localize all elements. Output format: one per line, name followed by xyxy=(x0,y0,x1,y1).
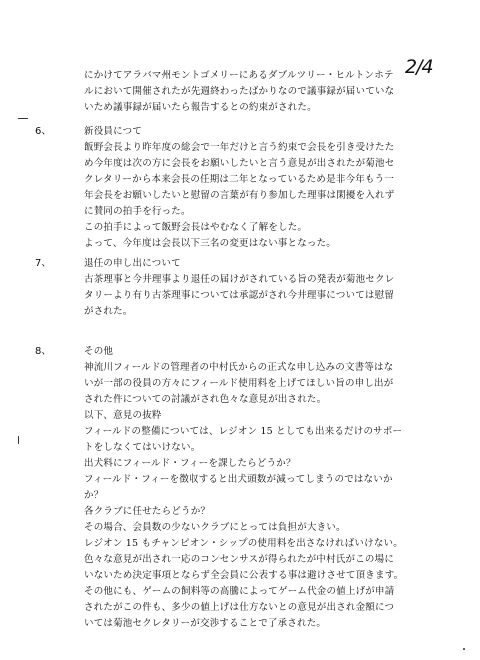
section-number: 7、 xyxy=(35,258,52,269)
section-line: された件についての討議がされ色々な意見が出された。 xyxy=(84,394,327,405)
section-line: よって、今年度は会長以下三名の変更はない事となった。 xyxy=(84,238,337,249)
section-line: め今年度は次の方に会長をお願いしたいと言う意見が出されたが菊池セ xyxy=(84,158,395,169)
section-line: 神流川フィールドの管理者の中村氏からの正式な申し込みの文書等はな xyxy=(84,362,394,373)
section-line: 古茶理事と今井理事より退任の届けがされている旨の発表が菊池セクレ xyxy=(84,274,395,285)
scan-mark xyxy=(18,436,19,444)
section-line: 各クラブに任せたらどうか？ xyxy=(84,506,211,517)
section-line: いないため決定事項とならず全会員に公表する事は避けさせて頂きます。 xyxy=(84,570,404,581)
section-line: レジオン 15 もチャンピオン・シップの使用料を出さなければいけない。 xyxy=(84,538,403,549)
section-title: その他 xyxy=(84,346,114,357)
intro-line: いため議事録が届いたら報告するとの約束がされた。 xyxy=(84,102,317,113)
section-number: 6、 xyxy=(35,126,52,137)
scan-mark xyxy=(18,118,28,119)
section-line: フィールド・フィーを徴収すると出犬頭数が減ってしまうのではないか xyxy=(84,474,393,485)
section-title: 退任の申し出について xyxy=(84,258,181,269)
section-line: タリーより有り古茶理事については承認がされ今井理事については慰留 xyxy=(84,290,395,301)
section-line: 以下、意見の抜粋 xyxy=(84,410,162,421)
section-title: 新役員につて xyxy=(84,126,143,137)
section-line: 飯野会長より昨年度の総会で一年だけと言う約束で会長を引き受けたた xyxy=(84,142,395,153)
section-line: この拍手によって飯野会長はやむなく了解をした。 xyxy=(84,222,308,233)
section-line: その場合、会員数の少ないクラブにとっては負担が大きい。 xyxy=(84,522,346,533)
section-line: か？ xyxy=(84,490,104,501)
section-line: がされた。 xyxy=(84,306,133,317)
section-line: いては菊池セクレタリーが交渉することで了承された。 xyxy=(84,618,327,629)
section-line: トをしなくてはいけない。 xyxy=(84,442,201,453)
scan-mark xyxy=(463,648,465,650)
intro-line: ルにおいて開催されたが先週終わったばかりなので議事録が届いていな xyxy=(84,86,395,97)
intro-line: にかけてアラバマ州モントゴメリーにあるダブルツリー・ヒルトンホテ xyxy=(84,70,394,81)
section-line: 色々な意見が出され一応のコンセンサスが得られたが中村氏がこの場に xyxy=(84,554,395,565)
section-line: されたがこの件も、多少の値上げは仕方ないとの意見が出され金額につ xyxy=(84,602,395,613)
section-line: に賛同の拍手を行った。 xyxy=(84,206,191,217)
section-line: クレタリーから本来会長の任期は二年となっているため是非今年もう一 xyxy=(84,174,395,185)
section-line: その他にも、ゲームの飼料等の高騰によってゲーム代金の値上げが申請 xyxy=(84,586,395,597)
section-line: いが一部の役員の方々にフィールド使用料を上げてほしい旨の申し出が xyxy=(84,378,394,389)
section-line: 年会長をお願いしたいと慰留の言葉が有り参加した理事は閑擾を入れず xyxy=(84,190,395,201)
section-line: 出犬料にフィールド・フィーを課したらどうか？ xyxy=(84,458,296,469)
page-number: 2/4 xyxy=(405,56,433,78)
section-number: 8、 xyxy=(35,346,52,357)
section-line: フィールドの整備については、レジオン 15 としても出来るだけのサポー xyxy=(84,426,403,437)
